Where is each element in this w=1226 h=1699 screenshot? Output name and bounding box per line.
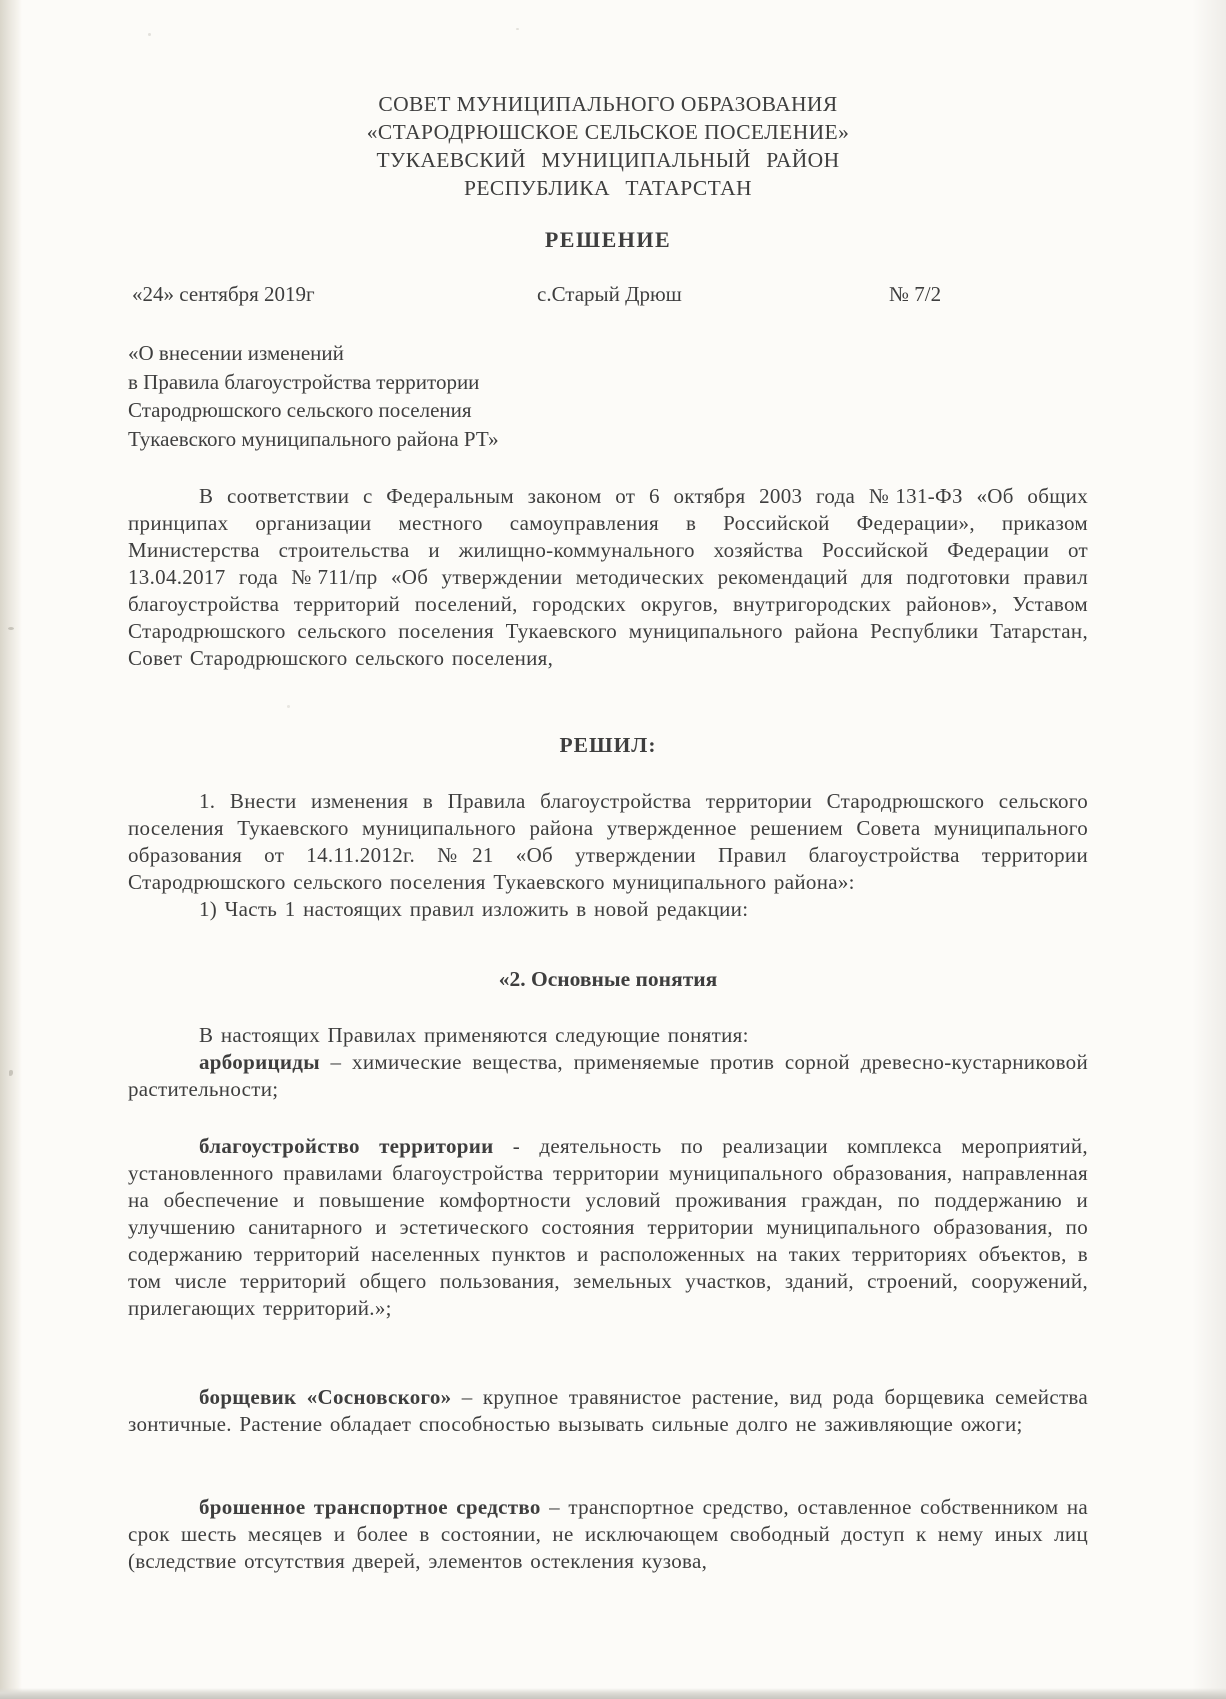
resolved-heading: РЕШИЛ: <box>559 733 657 757</box>
doc-subject <box>128 339 1088 453</box>
resolution-item-1: 1. Внести изменения в Правила благоустройства территории Стародрюшского сельского поселения Тукаевского муниципального района утвержденное решением Совета муниципального образования от 14.11.2012г. №21 «Об утверждении Правил благоустройства территории Стародрюшского сельского поселения Тукаевского муниципального района»: <box>128 789 1088 894</box>
terms-intro: В настоящих Правилах применяются следующие понятия: <box>199 1023 749 1047</box>
section-heading: «2. Основные понятия <box>498 967 718 991</box>
term-paragraph-arboricides <box>128 1049 1088 1103</box>
terms-block <box>128 1022 1088 1103</box>
resolution-items <box>128 788 1088 923</box>
term-label: борщевик «Сосновского» <box>199 1385 452 1409</box>
scan-edge-bottom <box>0 1688 1226 1699</box>
doc-type-title: РЕШЕНИЕ <box>544 227 672 252</box>
doc-meta-row <box>128 281 1088 308</box>
term-definition: – химические вещества, применяемые против сорной древесно-кустарниковой растительности; <box>128 1050 1088 1101</box>
term-label: брошенное транспортное средство <box>199 1495 541 1519</box>
scan-edge-right <box>1192 0 1226 1699</box>
preamble-paragraph: В соответствии с Федеральным законом от 6 октября 2003 года №131-ФЗ «Об общих принципах организации местного самоуправления в Российской Федерации», приказом Министерства строительства и жилищно-коммунального хозяйства Российской Федерации от 13.04.2017 года №711/пр «Об утверждении методических рекомендаций для подготовки правил благоустройства территорий поселений, городских округов, внутригородских районов», Уставом Стародрюшского сельского поселения Тукаевского муниципального района Республики Татарстан, Совет Стародрюшского сельского поселения, <box>128 484 1088 670</box>
scan-speck <box>148 33 151 36</box>
scan-edge-left <box>0 0 22 1699</box>
term-definition: - деятельность по реализации комплекса мероприятий, установленного правилами благоустройства территории муниципального образования, направленная на обеспечение и повышение комфортности условий проживания граждан, по поддержанию и улучшению санитарного и эстетического состояния территории муниципального образования, по содержанию территорий населенных пунктов и расположенных на таких территориях объектов, в том числе территорий общего пользования, земельных участков, зданий, строений, сооружений, прилегающих территорий.»; <box>128 1134 1088 1320</box>
subject-line-3: Стародрюшского сельского поселения <box>128 398 472 422</box>
org-name-line-3: ТУКАЕВСКИЙ МУНИЦИПАЛЬНЫЙ РАЙОН <box>376 148 840 172</box>
org-header <box>120 90 1096 202</box>
doc-place: с.Старый Дрюш <box>537 282 682 306</box>
subject-line-4: Тукаевского муниципального района РТ» <box>128 426 499 451</box>
term-paragraph-blagoustroystvo <box>128 1133 1088 1322</box>
org-name-line-1: СОВЕТ МУНИЦИПАЛЬНОГО ОБРАЗОВАНИЯ <box>378 92 838 116</box>
term-definition: – крупное травянистое растение, вид рода борщевика семейства зонтичные. Растение обладает способностью вызывать сильные долго не заживляющие ожоги; <box>128 1385 1088 1436</box>
term-label: арборициды <box>199 1050 320 1074</box>
org-name-line-2: «СТАРОДРЮШСКОЕ СЕЛЬСКОЕ ПОСЕЛЕНИЕ» <box>366 120 850 144</box>
subject-line-1: «О внесении изменений <box>128 341 344 365</box>
term-label: благоустройство территории <box>199 1134 494 1158</box>
scan-speck <box>287 705 290 708</box>
scan-speck <box>8 627 14 630</box>
doc-date: «24» сентября 2019г <box>132 282 315 306</box>
term-paragraph-borshevik <box>128 1384 1088 1438</box>
scan-speck <box>516 28 519 30</box>
subject-line-2: в Правила благоустройства территории <box>128 369 480 394</box>
term-paragraph-broshennoe-ts <box>128 1494 1088 1575</box>
term-definition: – транспортное средство, оставленное собственником на срок шесть месяцев и более в состоянии, не исключающем свободный доступ к нему иных лиц (вследствие отсутствия дверей, элементов остекления кузова, <box>128 1495 1089 1573</box>
doc-number: № 7/2 <box>889 282 942 306</box>
org-name-line-4: РЕСПУБЛИКА ТАТАРСТАН <box>464 176 752 200</box>
resolution-subitem-1: 1) Часть 1 настоящих правил изложить в новой редакции: <box>199 897 749 921</box>
